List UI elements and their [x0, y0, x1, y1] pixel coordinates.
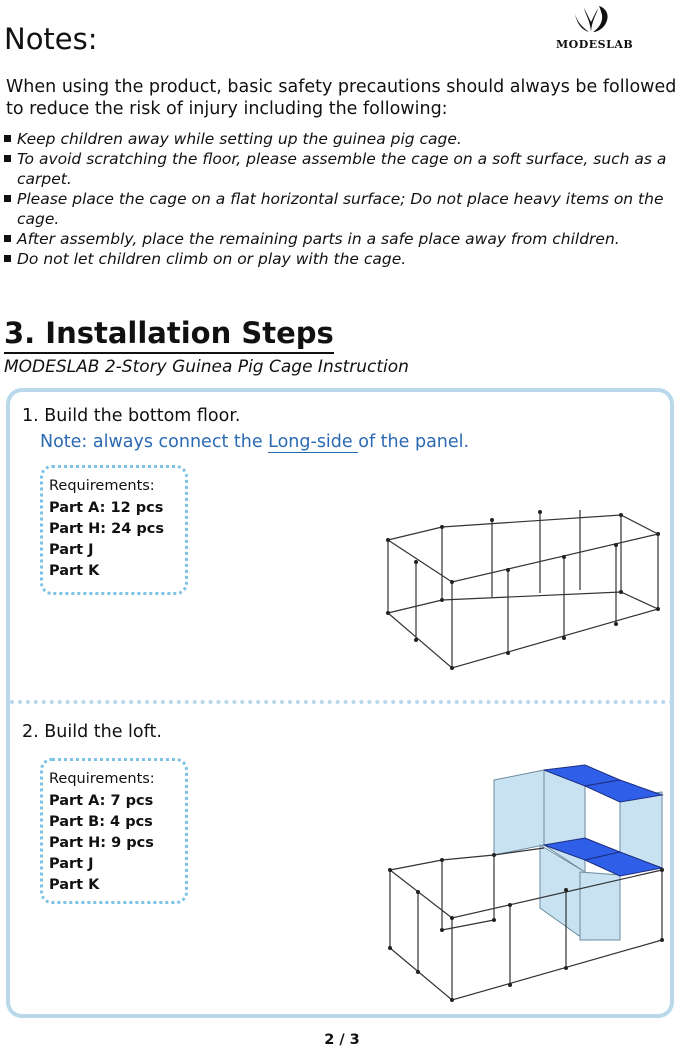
step-divider [10, 700, 674, 704]
loft-diagram [380, 760, 670, 1005]
requirements-heading: Requirements: [49, 478, 155, 494]
safety-list [4, 129, 676, 269]
requirements-heading: Requirements: [49, 771, 155, 787]
list-item: Do not let children climb on or play with the cage. [4, 249, 676, 269]
requirement-item: Part B: 4 pcs [49, 814, 153, 830]
installation-subtitle: MODESLAB 2-Story Guinea Pig Cage Instruction [4, 357, 409, 377]
notes-title: Notes: [4, 22, 98, 56]
bullet-icon [4, 255, 11, 262]
requirement-item: Part J [49, 856, 94, 872]
installation-title: 3. Installation Steps [4, 316, 334, 354]
bullet-icon [4, 235, 11, 242]
brand-logo [548, 2, 638, 52]
requirement-item: Part K [49, 877, 100, 893]
step-1-note: Note: always connect the Long-side of the panel. [40, 432, 470, 452]
step-1-requirements [40, 465, 188, 595]
step-1-label: 1. Build the bottom floor. [22, 406, 241, 426]
step-2-requirements [40, 758, 188, 904]
requirement-item: Part J [49, 542, 94, 558]
logo-mark-icon [568, 2, 614, 36]
requirement-item: Part K [49, 563, 100, 579]
step-2-label: 2. Build the loft. [22, 722, 162, 742]
list-item: Please place the cage on a flat horizontal surface; Do not place heavy items on the cage. [4, 189, 676, 229]
list-item: Keep children away while setting up the guinea pig cage. [4, 129, 676, 149]
requirement-item: Part A: 12 pcs [49, 500, 164, 516]
bottom-floor-diagram [380, 500, 670, 680]
brand-name: MODESLAB [556, 38, 634, 51]
safety-intro: When using the product, basic safety precautions should always be followed to reduce the risk of injury including the following: [6, 77, 677, 119]
list-item: After assembly, place the remaining parts in a safe place away from children. [4, 229, 676, 249]
requirement-item: Part A: 7 pcs [49, 793, 154, 809]
list-item: To avoid scratching the floor, please assemble the cage on a soft surface, such as a carpet. [4, 149, 676, 189]
page-number: 2 / 3 [324, 1032, 360, 1048]
long-side-link: Long-side [268, 432, 359, 452]
bullet-icon [4, 155, 11, 162]
requirement-item: Part H: 24 pcs [49, 521, 164, 537]
bullet-icon [4, 135, 11, 142]
requirement-item: Part H: 9 pcs [49, 835, 154, 851]
bullet-icon [4, 195, 11, 202]
